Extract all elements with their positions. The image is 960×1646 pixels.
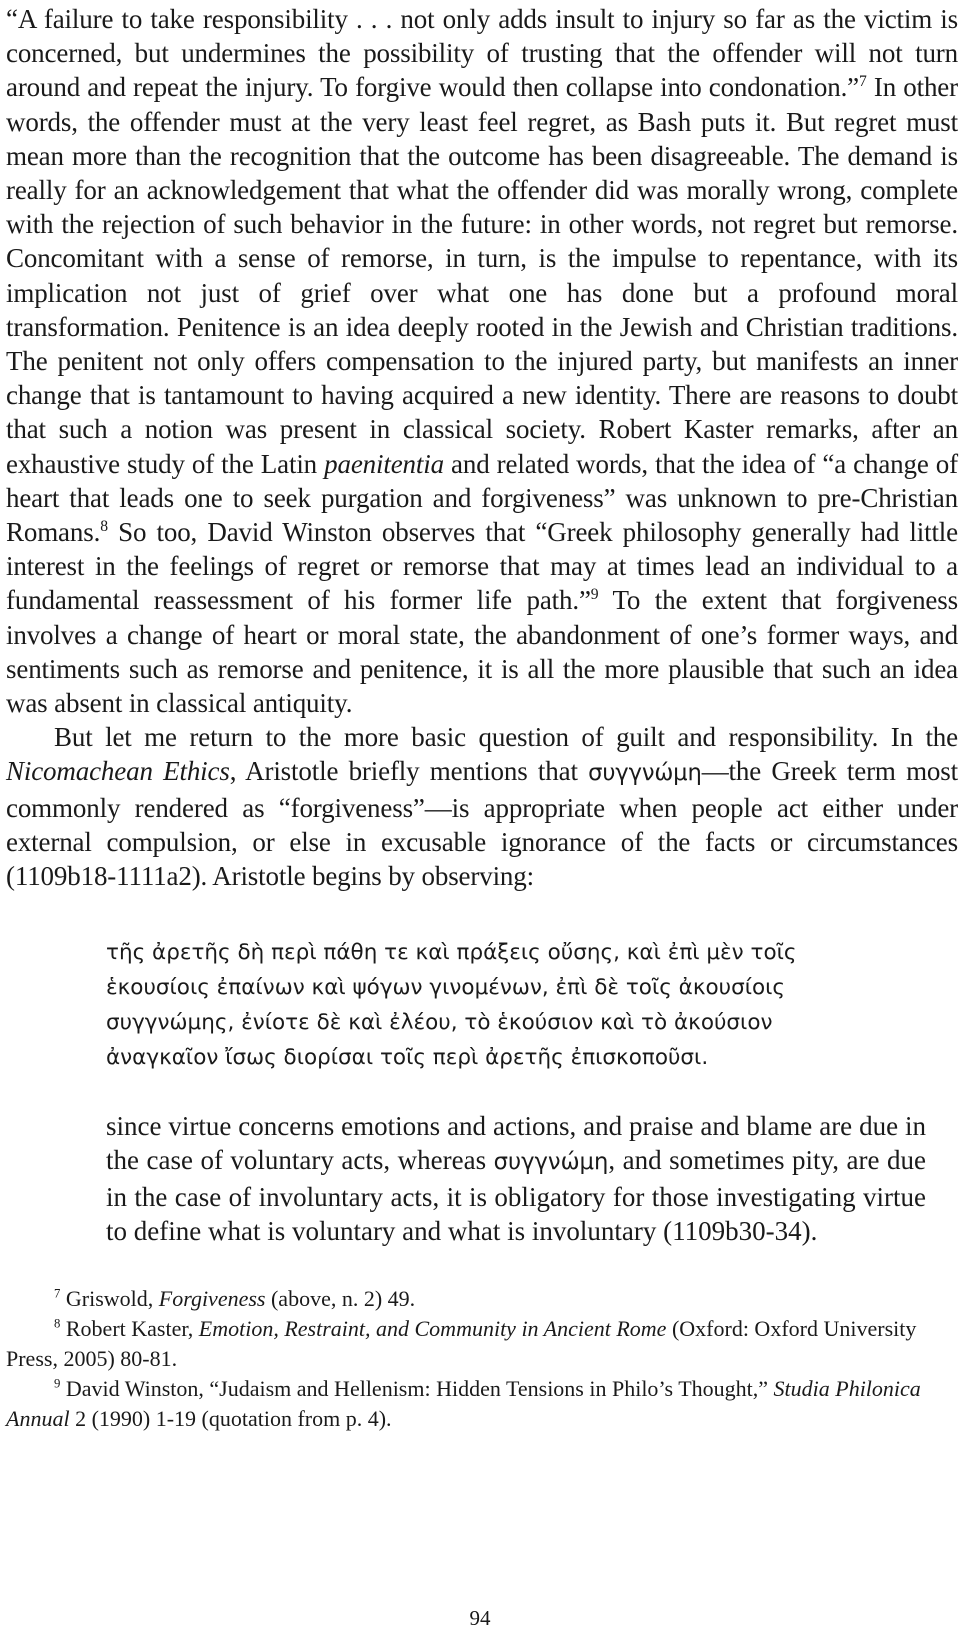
footnote-text: David Winston, “Judaism and Hellenism: Hidden Tensions in Philo’s Thought,”: [60, 1376, 774, 1402]
footnote-text: Robert Kaster,: [60, 1316, 199, 1342]
greek-line: συγγνώμης, ἐνίοτε δὲ καὶ ἐλέου, τὸ ἑκούσιον καὶ τὸ ἀκούσιον: [106, 1010, 773, 1036]
footnote-ref-7[interactable]: 7: [859, 73, 867, 91]
footnote-text: 2 (1990) 1-19 (quotation from p. 4).: [69, 1406, 392, 1432]
paragraph-aristotle: [6, 720, 958, 893]
translation-text: since virtue concerns emotions and actions, and praise and blame are due in the case of voluntary acts, whereas: [106, 1111, 926, 1176]
greek-line: ἑκουσίοις ἐπαίνων καὶ ψόγων γινομένων, ἐπὶ δὲ τοῖς ἀκουσίοις: [106, 975, 786, 1001]
footnote-8: [6, 1314, 958, 1374]
footnote-number: 8: [54, 1316, 61, 1331]
page: [6, 2, 958, 1434]
paragraph-text: , Aristotle briefly mentions that: [229, 756, 589, 787]
greek-line: ἀναγκαῖον ἴσως διορίσαι τοῖς περὶ ἀρετῆς ἐπισκοποῦσι.: [106, 1045, 709, 1071]
greek-term: συγγνώμη: [588, 760, 702, 787]
paragraph-text: —the Greek term most commonly rendered as “forgiveness”—is appropriate when people act either under external compulsion, or else in excusable ignorance of the facts or circumstances (1109b18-1111a2). Aristotle begins by observing:: [6, 756, 958, 892]
footnote-text: (above, n. 2) 49.: [265, 1286, 416, 1312]
footnote-text: Griswold,: [60, 1286, 159, 1312]
footnote-title: Emotion, Restraint, and Community in Ancient Rome: [198, 1316, 667, 1342]
footnote-text: (Oxford: Oxford University Press, 2005) 80-81.: [6, 1316, 917, 1372]
translation-text: , and sometimes pity, are due in the case of involuntary acts, it is obligatory for those investigating virtue to define what is voluntary and what is involuntary (1109b30-34).: [106, 1145, 926, 1246]
footnote-ref-8[interactable]: 8: [100, 518, 108, 536]
page-number: 94: [469, 1606, 491, 1630]
footnote-number: 7: [54, 1286, 61, 1301]
paragraph-text: and related words, that the idea of “a change of heart that leads one to seek purgation and forgiveness” was unknown to pre-Christian Romans.: [6, 448, 958, 548]
footnote-9: [6, 1374, 958, 1434]
greek-block-quote: [106, 935, 896, 1075]
footnote-7: [6, 1284, 958, 1314]
footnote-ref-9[interactable]: 9: [590, 586, 599, 604]
greek-line: τῆς ἀρετῆς δὴ περὶ πάθη τε καὶ πράξεις οὔσης, καὶ ἐπὶ μὲν τοῖς: [106, 940, 797, 966]
quote-griswold: “A failure to take responsibility . . . not only adds insult to injury so far as the victim is concerned, but undermines the possibility of trusting that the offender will not turn around and repeat the injury. To forgive would then collapse into condonation.”: [6, 4, 958, 103]
latin-term: paenitentia: [324, 448, 444, 479]
footnote-title: Studia Philonica Annual: [6, 1376, 921, 1432]
footnote-title: Forgiveness: [158, 1286, 266, 1312]
greek-term: συγγνώμη: [493, 1149, 609, 1176]
paragraph-remorse: [6, 2, 958, 720]
footnotes: [6, 1284, 958, 1434]
footnote-number: 9: [54, 1376, 61, 1391]
paragraph-text: But let me return to the more basic question of guilt and responsibility. In the: [54, 722, 958, 753]
translation-block-quote: [106, 1109, 926, 1248]
book-title: Nicomachean Ethics: [6, 756, 230, 787]
paragraph-text: So too, David Winston observes that “Greek philosophy generally had little interest in the feelings of regret or remorse that may at times lead an individual to a fundamental reassessment of his former life path.”: [6, 517, 958, 616]
paragraph-text: To the extent that forgiveness involves a change of heart or moral state, the abandonment of one’s former ways, and sentiments such as remorse and penitence, it is all the more plausible that such an idea was absent in classical antiquity.: [6, 585, 958, 719]
paragraph-text: In other words, the offender must at the very least feel regret, as Bash puts it. But regret must mean more than the recognition that the outcome has been disagreeable. The demand is really for an acknowledgement that what the offender did was morally wrong, complete with the rejection of such behavior in the future: in other words, not regret but remorse. Concomitant with a sense of remorse, in turn, is the impulse to repentance, with its implication not just of grief over what one has done but a profound moral transformation. Penitence is an idea deeply rooted in the Jewish and Christian traditions. The penitent not only offers compensation to the injured party, but manifests an inner change that is tantamount to having acquired a new identity. There are reasons to doubt that such a notion was present in classical society. Robert Kaster remarks, after an exhaustive study of the Latin: [6, 72, 958, 479]
